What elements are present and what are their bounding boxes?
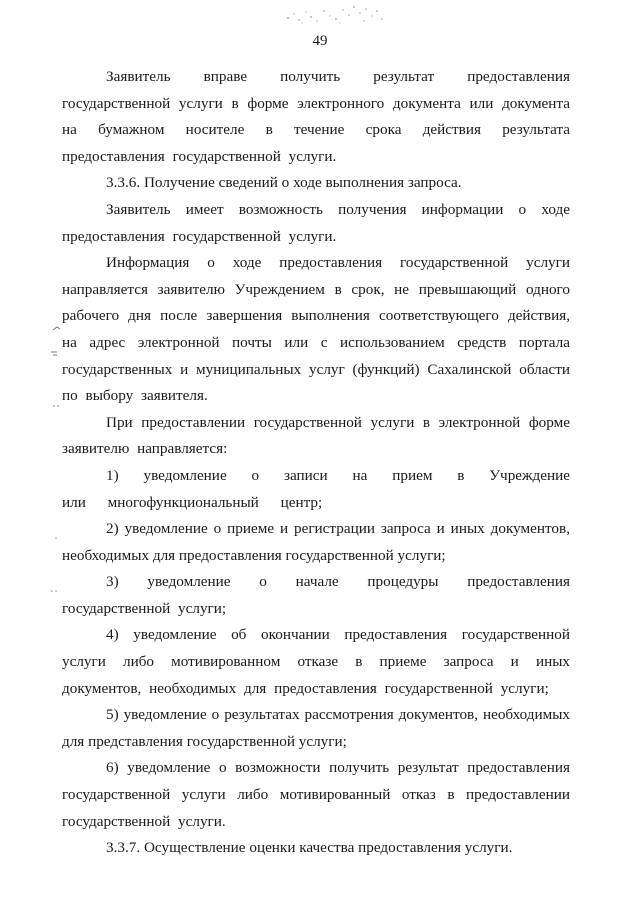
paragraph-info-possibility: Заявитель имеет возможность получения информации о ходе предоставления государственной услуги. bbox=[62, 200, 570, 245]
page-number: 49 bbox=[312, 33, 328, 49]
section-heading-3-3-7: 3.3.7. Осуществление оценки качества предоставления услуги. bbox=[106, 839, 513, 857]
list-item-1: 1) уведомление о записи на прием в Учреждение или многофункциональный центр; bbox=[62, 466, 570, 511]
document-body bbox=[62, 64, 570, 862]
margin-dot-mark bbox=[50, 588, 60, 594]
list-item-5: 5) уведомление о результатах рассмотрения документов, необходимых для представления государственной услуги; bbox=[62, 706, 570, 750]
section-heading-3-3-6: 3.3.6. Получение сведений о ходе выполнения запроса. bbox=[106, 174, 462, 192]
list-item-2: 2) уведомление о приеме и регистрации запроса и иных документов, необходимых для предоставления государственной услуги; bbox=[62, 520, 570, 564]
list-item-3: 3) уведомление о начале процедуры предоставления государственной услуги; bbox=[62, 573, 570, 617]
margin-dot-mark bbox=[50, 349, 60, 357]
margin-dot-mark bbox=[52, 324, 62, 332]
list-item-4: 4) уведомление об окончании предоставления государственной услуги либо мотивированном отказе в приеме запроса и иных документов, необходимых для предоставления государственной услуги; bbox=[62, 626, 570, 697]
paragraph-electronic-notices: При предоставлении государственной услуги в электронной форме заявителю направляется: bbox=[62, 413, 570, 458]
scan-artifact bbox=[280, 2, 390, 28]
list-item-6: 6) уведомление о возможности получить результат предоставления государственной услуги либо мотивированный отказ в предоставлении государственной услуги. bbox=[62, 759, 570, 830]
margin-dot-mark bbox=[52, 535, 60, 541]
margin-dot-mark bbox=[52, 403, 60, 409]
paragraph-result-form: Заявитель вправе получить результат предоставления государственной услуги в форме электронного документа или документа на бумажном носителе в течение срока действия результата предоставления государственной услуги. bbox=[62, 68, 570, 165]
paragraph-info-delivery: Информация о ходе предоставления государственной услуги направляется заявителю Учреждением в срок, не превышающий одного рабочего дня после завершения выполнения соответствующего действия, на адрес электронной почты или с использованием средств портала государственных и муниципальных услуг (функций) Сахалинской области по выбору заявителя. bbox=[62, 254, 570, 405]
